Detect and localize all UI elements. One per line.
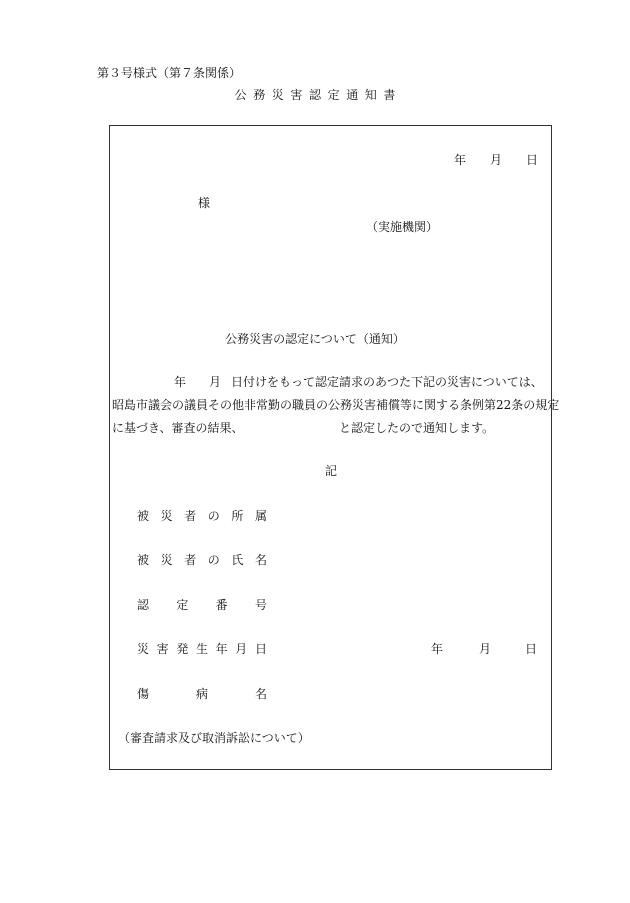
- ki-heading: 記: [325, 464, 338, 478]
- body-line-1-text: 日付けをもって認定請求のあつた下記の災害については、: [231, 375, 543, 389]
- document-title: 公務災害認定通知書: [234, 88, 402, 102]
- issuing-agency: （実施機関）: [366, 220, 439, 234]
- subject-line: 公務災害の認定について（通知）: [225, 332, 405, 346]
- field-name: 被 災 者 の 氏 名: [137, 553, 267, 567]
- body-line-3-head: に基づき、審査の結果、: [112, 421, 244, 435]
- incident-month-label: 月: [479, 642, 492, 656]
- field-affiliation: 被 災 者 の 所 属: [137, 509, 267, 523]
- form-number-label: 第３号様式（第７条関係）: [97, 66, 242, 80]
- body-year-label: 年: [174, 375, 187, 389]
- addressee-honorific: 様: [198, 196, 211, 210]
- field-certification-number: 認 定 番 号: [137, 598, 267, 612]
- notice-frame: [109, 125, 560, 770]
- date-month-label: 月: [490, 153, 503, 167]
- date-day-label: 日: [526, 153, 539, 167]
- date-year-label: 年: [454, 153, 467, 167]
- body-line-2: 昭島市議会の議員その他非常勤の職員の公務災害補償等に関する条例第22条の規定: [112, 398, 560, 412]
- body-line-3: [112, 422, 552, 434]
- body-line-3-tail: と認定したので通知します。: [339, 421, 495, 435]
- field-injury-name: 傷 病 名: [137, 687, 267, 701]
- incident-year-label: 年: [431, 642, 444, 656]
- field-incident-date: 災 害 発 生 年 月 日: [137, 642, 267, 656]
- appeal-note: （審査請求及び取消訴訟について）: [118, 731, 310, 745]
- body-month-label: 月: [209, 375, 222, 389]
- incident-day-label: 日: [525, 642, 538, 656]
